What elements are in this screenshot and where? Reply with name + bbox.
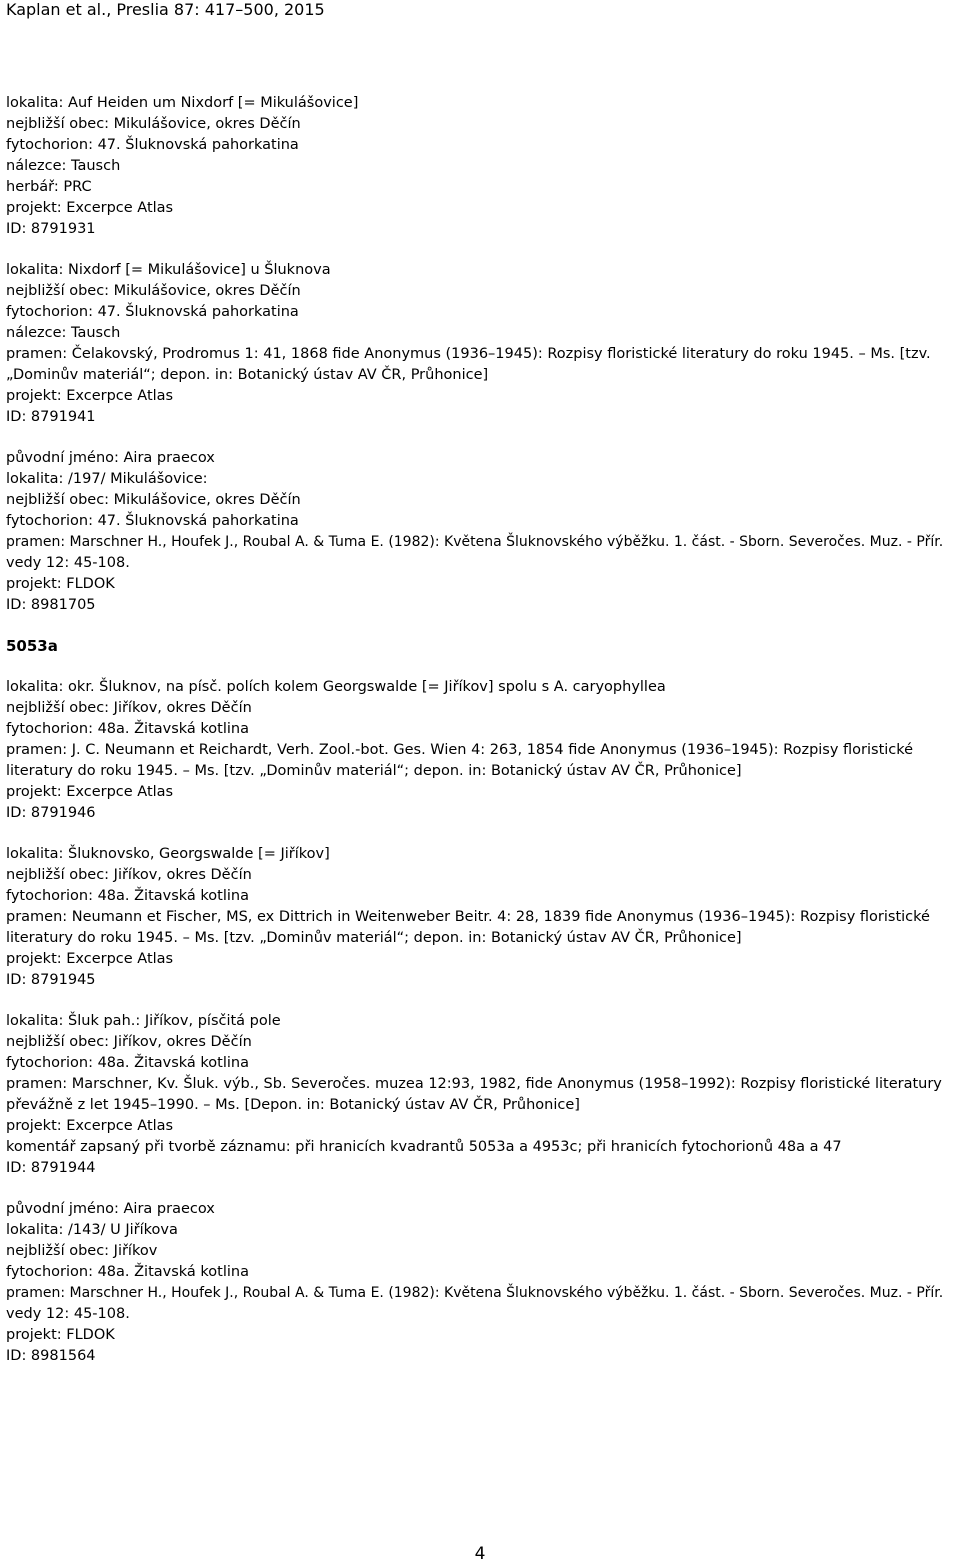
- record-project: projekt: FLDOK: [6, 576, 115, 592]
- record-source-continued: převážně z let 1945–1990. – Ms. [Depon. in: Botanický ústav AV ČR, Průhonice]: [6, 1097, 580, 1113]
- record-source-continued: „Dominův materiál“; depon. in: Botanický ústav AV ČR, Průhonice]: [6, 367, 489, 383]
- record-nearest-municipality: nejbližší obec: Jiříkov, okres Děčín: [6, 700, 252, 716]
- record-project: projekt: Excerpce Atlas: [6, 784, 174, 800]
- record: [6, 93, 956, 240]
- quadrant-heading: 5053a: [6, 637, 58, 655]
- record-project: projekt: Excerpce Atlas: [6, 951, 174, 967]
- record-project: projekt: FLDOK: [6, 1327, 115, 1343]
- record-nearest-municipality: nejbližší obec: Mikulášovice, okres Děčín: [6, 492, 301, 508]
- record-id: ID: 8791945: [6, 972, 96, 988]
- record-source-continued: literatury do roku 1945. – Ms. [tzv. „Dominův materiál“; depon. in: Botanický ústav AV ČR, Průhonice]: [6, 930, 742, 946]
- record-project: projekt: Excerpce Atlas: [6, 200, 174, 216]
- record-original-name: původní jméno: Aira praecox: [6, 450, 215, 466]
- record-nearest-municipality: nejbližší obec: Jiříkov, okres Děčín: [6, 1034, 252, 1050]
- record-herbarium: herbář: PRC: [6, 179, 92, 195]
- record-phytochorion: fytochorion: 47. Šluknovská pahorkatina: [6, 304, 299, 320]
- record-phytochorion: fytochorion: 48a. Žitavská kotlina: [6, 721, 249, 737]
- record-nearest-municipality: nejbližší obec: Mikulášovice, okres Děčín: [6, 116, 301, 132]
- page-number: 4: [474, 1544, 486, 1564]
- record-locality: lokalita: Auf Heiden um Nixdorf [= Mikulášovice]: [6, 95, 359, 111]
- record-locality: lokalita: okr. Šluknov, na písč. polích kolem Georgswalde [= Jiříkov] spolu s A. caryophyllea: [6, 679, 666, 695]
- record-source-continued: vedy 12: 45-108.: [6, 1306, 130, 1322]
- record-phytochorion: fytochorion: 47. Šluknovská pahorkatina: [6, 513, 299, 529]
- record-source: pramen: Marschner H., Houfek J., Roubal A. & Tuma E. (1982): Květena Šluknovského výběžku. 1. část. - Sborn. Severočes. Muz. - Přír.: [6, 534, 944, 550]
- record-locality: lokalita: Nixdorf [= Mikulášovice] u Šluknova: [6, 262, 331, 278]
- record-nearest-municipality: nejbližší obec: Mikulášovice, okres Děčín: [6, 283, 301, 299]
- record-comment: komentář zapsaný při tvorbě záznamu: při hranicích kvadrantů 5053a a 4953c; při hranicích fytochorionů 48a a 47: [6, 1139, 842, 1155]
- record-collector: nálezce: Tausch: [6, 158, 121, 174]
- record: [6, 844, 956, 991]
- record: [6, 260, 956, 428]
- record-original-name: původní jméno: Aira praecox: [6, 1201, 215, 1217]
- record-id: ID: 8791931: [6, 221, 96, 237]
- record-phytochorion: fytochorion: 48a. Žitavská kotlina: [6, 1055, 249, 1071]
- record-source-continued: vedy 12: 45-108.: [6, 555, 130, 571]
- record-source-continued: literatury do roku 1945. – Ms. [tzv. „Dominův materiál“; depon. in: Botanický ústav AV ČR, Průhonice]: [6, 763, 742, 779]
- record-id: ID: 8791944: [6, 1160, 96, 1176]
- record-project: projekt: Excerpce Atlas: [6, 388, 174, 404]
- record-locality: lokalita: /197/ Mikulášovice:: [6, 471, 208, 487]
- record-phytochorion: fytochorion: 47. Šluknovská pahorkatina: [6, 137, 299, 153]
- record-id: ID: 8791941: [6, 409, 96, 425]
- record-source: pramen: Čelakovský, Prodromus 1: 41, 1868 fide Anonymus (1936–1945): Rozpisy floristické literatury do roku 1945. – Ms. [tzv.: [6, 346, 931, 362]
- record-collector: nálezce: Tausch: [6, 325, 121, 341]
- record-id: ID: 8791946: [6, 805, 96, 821]
- record: [6, 448, 956, 616]
- record-source: pramen: J. C. Neumann et Reichardt, Verh. Zool.-bot. Ges. Wien 4: 263, 1854 fide Anonymus (1936–1945): Rozpisy floristické: [6, 742, 914, 758]
- records-list: [6, 93, 956, 1387]
- running-header: Kaplan et al., Preslia 87: 417–500, 2015: [6, 0, 325, 19]
- record-project: projekt: Excerpce Atlas: [6, 1118, 174, 1134]
- record-locality: lokalita: Šluk pah.: Jiříkov, písčitá pole: [6, 1013, 281, 1029]
- record: [6, 677, 956, 824]
- record: [6, 1199, 956, 1367]
- record-phytochorion: fytochorion: 48a. Žitavská kotlina: [6, 1264, 249, 1280]
- record-nearest-municipality: nejbližší obec: Jiříkov, okres Děčín: [6, 867, 252, 883]
- record-source: pramen: Marschner H., Houfek J., Roubal A. & Tuma E. (1982): Květena Šluknovského výběžku. 1. část. - Sborn. Severočes. Muz. - Přír.: [6, 1285, 944, 1301]
- record-locality: lokalita: Šluknovsko, Georgswalde [= Jiříkov]: [6, 846, 330, 862]
- record-phytochorion: fytochorion: 48a. Žitavská kotlina: [6, 888, 249, 904]
- record-nearest-municipality: nejbližší obec: Jiříkov: [6, 1243, 158, 1259]
- record-id: ID: 8981564: [6, 1348, 96, 1364]
- record-source: pramen: Marschner, Kv. Šluk. výb., Sb. Severočes. muzea 12:93, 1982, fide Anonymus (1958–1992): Rozpisy floristické literatury: [6, 1076, 942, 1092]
- record-id: ID: 8981705: [6, 597, 96, 613]
- record-source: pramen: Neumann et Fischer, MS, ex Dittrich in Weitenweber Beitr. 4: 28, 1839 fide Anonymus (1936–1945): Rozpisy floristické: [6, 909, 930, 925]
- record: [6, 1011, 956, 1179]
- record-locality: lokalita: /143/ U Jiříkova: [6, 1222, 178, 1238]
